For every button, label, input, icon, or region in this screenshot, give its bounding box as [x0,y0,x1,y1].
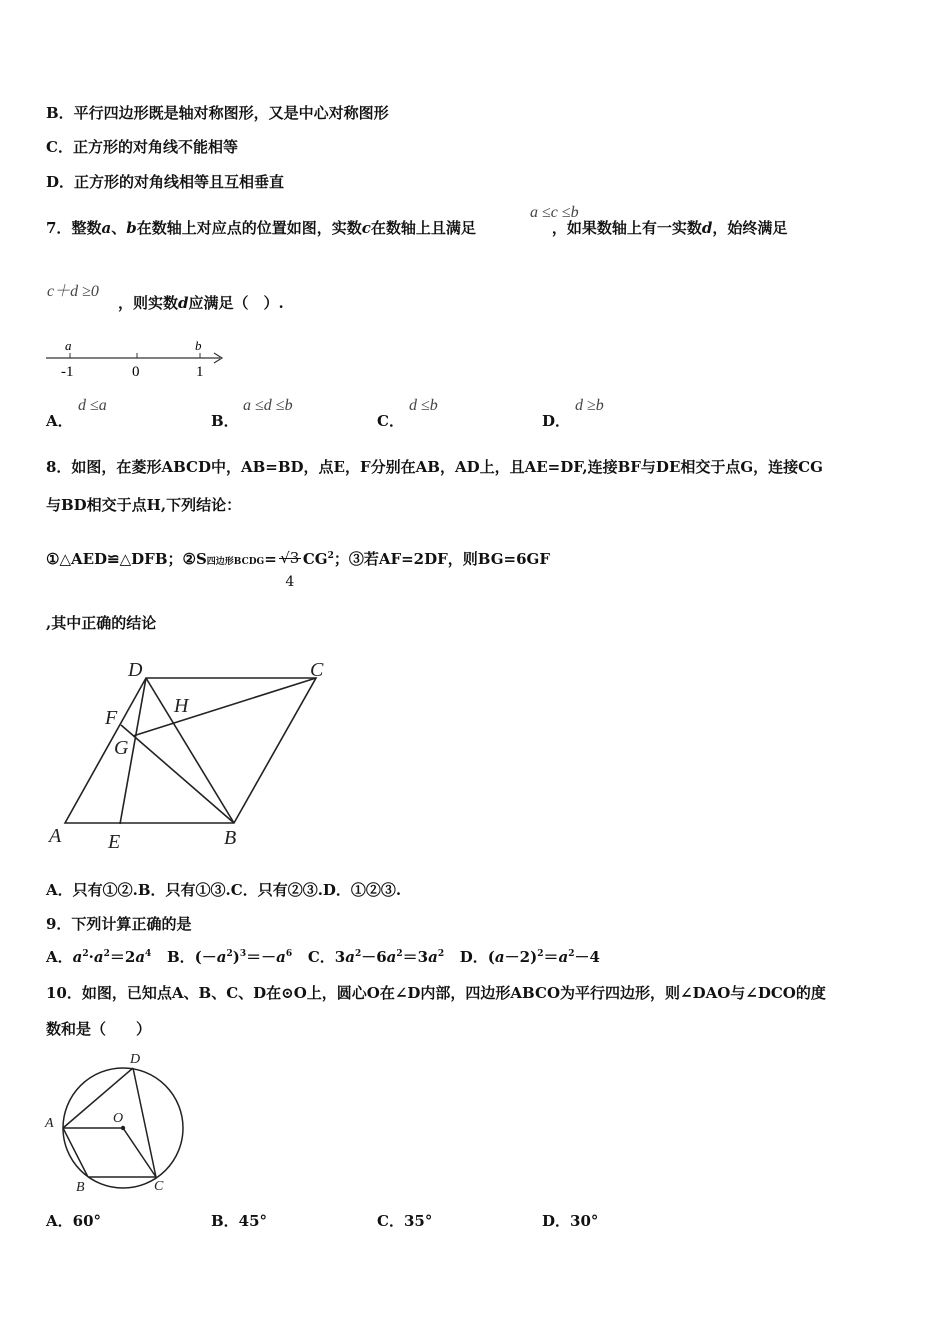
q8-options: A．只有①②.B．只有①③.C．只有②③.D．①②③. [46,881,402,899]
q7-stem-line1: 7．整数a、b在数轴上对应点的位置如图，实数c在数轴上且满足 ，如果数轴上有一实数d，始终满足 [46,219,788,237]
q7-condition-formula-2: c＋d ≥0 [47,283,99,300]
q10-option-b: B．45° [211,1212,268,1230]
vertex-label-b: B [224,827,237,849]
point-label-b: b [195,338,202,353]
vertex-label-c: C [154,1179,164,1194]
q6-option-c: C．正方形的对角线不能相等 [46,138,238,156]
q10-option-a: A．60° [46,1212,102,1230]
q9-option-b: B．$(-a^2)^3=-a^6$ [166,948,293,966]
q10-stem-line1: 10．如图，已知点A、B、C、D在⊙O上，圆心O在∠D内部，四边形ABCO为平行四边形，则∠DAO与∠DCO的度 [46,984,826,1002]
q6-option-d: D．正方形的对角线相等且互相垂直 [46,173,285,191]
q8-stem-line2: 与BD相交于点H,下列结论： [46,496,242,514]
q10-circle-figure [40,1046,200,1196]
point-label-e: E [108,831,121,853]
q7-option-b-label: B． [211,412,239,430]
q10-stem-line2: 数和是（ ） [46,1020,152,1038]
q7-option-c-expr: d ≤b [409,397,438,414]
q7-option-b-expr: a ≤d ≤b [243,397,293,414]
q9-stem: 9．下列计算正确的是 [46,915,192,933]
q7-number-line [40,336,230,382]
vertex-label-d: D [130,1052,141,1067]
point-label-g: G [114,737,129,759]
q7-option-d-label: D． [542,412,571,430]
tick-label-zero: 0 [132,364,140,380]
q9-option-a: A．$a^2\cdot a^2=2a^4$ [46,948,152,966]
q10-option-c: C．35° [377,1212,433,1230]
vertex-label-a: A [49,825,62,847]
center-label-o: O [113,1111,124,1126]
vertex-label-c: C [310,659,324,681]
q7-option-a-label: A． [46,412,73,430]
q7-option-c-label: C． [377,412,404,430]
tick-label-neg1: -1 [61,364,74,380]
segment-ab [63,1128,88,1177]
q6-option-b: B．平行四边形既是轴对称图形，又是中心对称图形 [46,104,389,122]
q10-option-d: D．30° [542,1212,599,1230]
q8-rhombus-figure [44,652,344,858]
q8-stem-line1: 8．如图，在菱形ABCD中，AB=BD，点E，F分别在AB，AD上，且AE=DF,连接BF与DE相交于点G，连接CG [46,458,823,476]
point-label-f: F [105,707,118,729]
vertex-label-d: D [128,659,143,681]
q8-conclusions: ①△AED≌△DFB；②S四边形BCDG= √3 4 $CG^2$；③若AF=2DF，则BG=6GF [46,534,550,578]
q7-condition-formula: a ≤c ≤b [530,204,579,221]
center-point-o [121,1126,125,1130]
q7-stem-line2: ，则实数d应满足（ ）. [118,294,284,312]
q7-option-d-expr: d ≥b [575,397,604,414]
point-label-a: a [65,338,72,353]
diagonal-bd [146,678,234,823]
q9-option-d: D．$(a-2)^2=a^2-4$ [459,948,600,966]
point-label-h: H [174,695,189,717]
vertex-label-b: B [76,1180,85,1195]
sqrt3-over-4-fraction: √3 4 [280,549,300,590]
q7-option-a-expr: d ≤a [78,397,107,414]
tick-label-one: 1 [196,364,204,380]
segment-bf [121,725,234,823]
vertex-label-a: A [45,1116,54,1131]
q9-option-c: C．$3a^2-6a^2=3a^2$ [307,948,445,966]
q8-stem-line4: ,其中正确的结论 [46,614,157,632]
q9-options [46,946,600,967]
